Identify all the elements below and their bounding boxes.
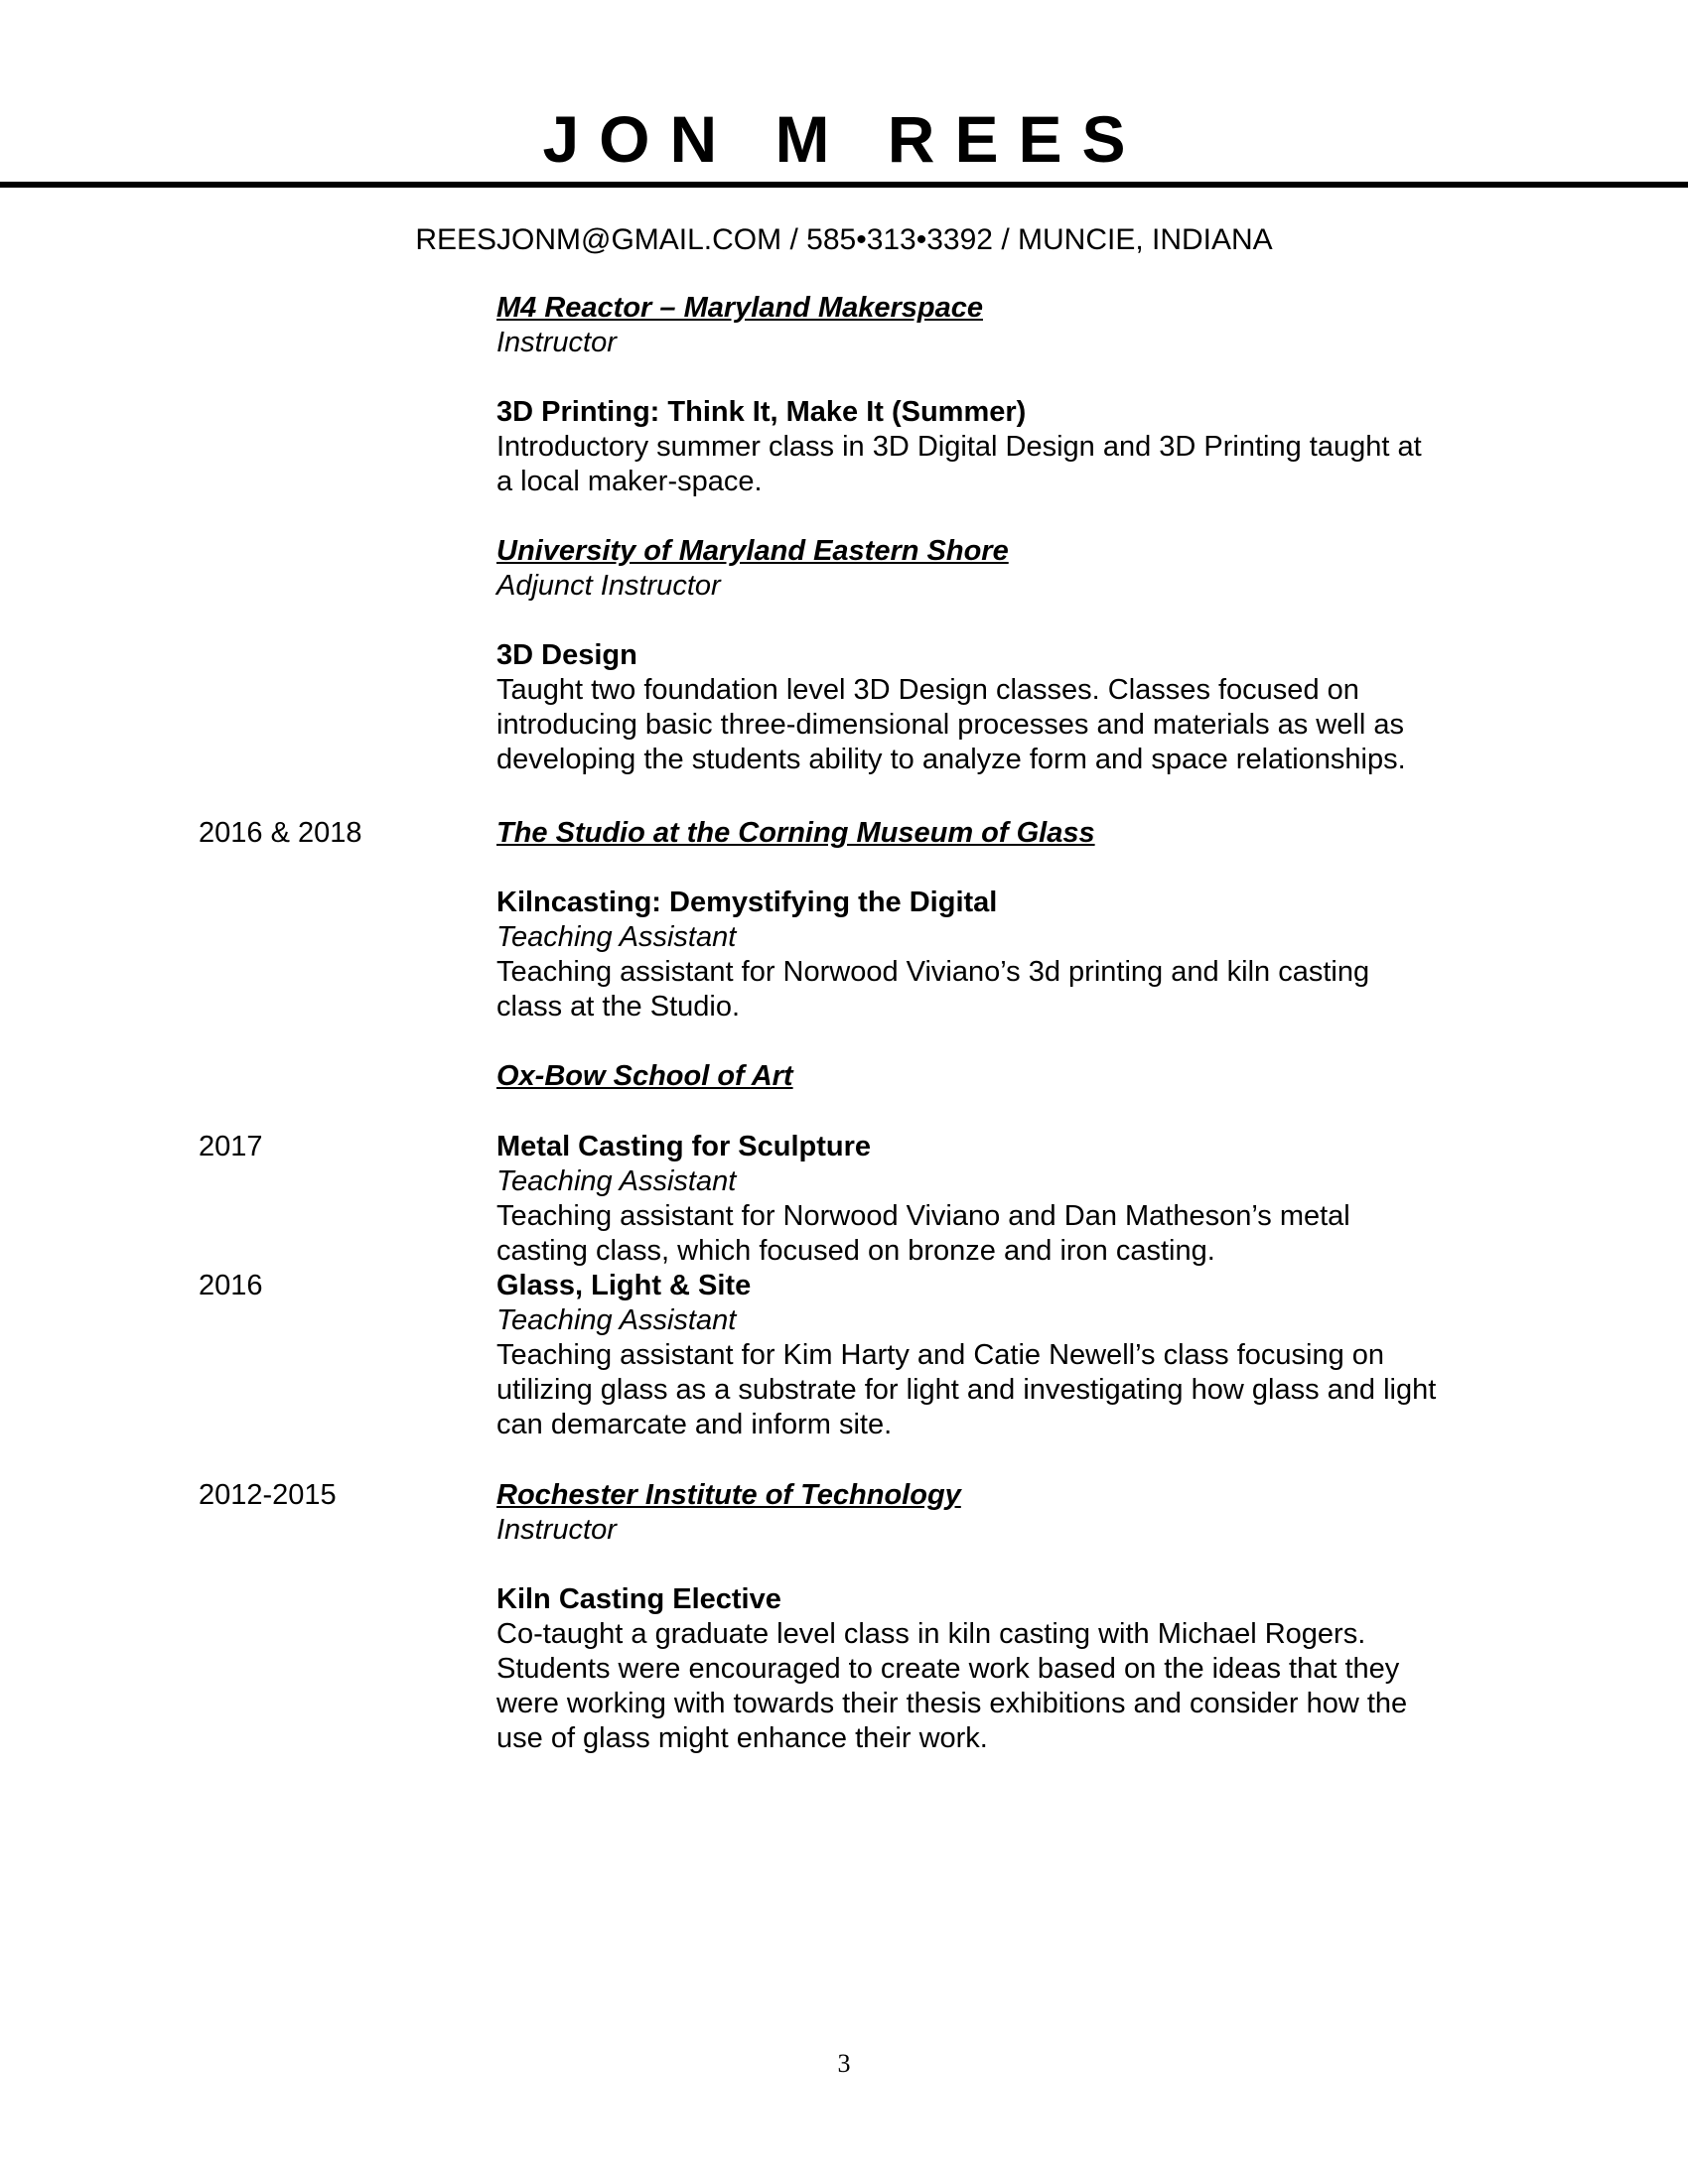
entry-year: 2016 & 2018 bbox=[199, 817, 362, 849]
entry-year: 2017 bbox=[199, 1131, 263, 1162]
organization-name: Rochester Institute of Technology bbox=[496, 1479, 961, 1511]
course-title: Kiln Casting Elective bbox=[496, 1583, 781, 1615]
course-description-line: Teaching assistant for Kim Harty and Catie Newell’s class focusing on bbox=[496, 1339, 1385, 1371]
course-description-line: Students were encouraged to create work based on the ideas that they bbox=[496, 1653, 1400, 1685]
organization-name: M4 Reactor – Maryland Makerspace bbox=[496, 292, 983, 324]
entry-rit bbox=[496, 1478, 1549, 1756]
course-title: 3D Printing: Think It, Make It (Summer) bbox=[496, 396, 1027, 428]
course-description-line: Taught two foundation level 3D Design classes. Classes focused on bbox=[496, 674, 1359, 706]
course-description-line: Introductory summer class in 3D Digital Design and 3D Printing taught at bbox=[496, 431, 1422, 463]
spacer bbox=[496, 360, 1549, 395]
contact-info: REESJONM@GMAIL.COM / 585•313•3392 / MUNCIE, INDIANA bbox=[415, 223, 1273, 256]
position-role: Instructor bbox=[496, 1514, 617, 1546]
entry-oxbow-glass-light-site bbox=[496, 1269, 1549, 1442]
course-title: Metal Casting for Sculpture bbox=[496, 1131, 872, 1162]
position-role: Instructor bbox=[496, 327, 617, 358]
resume-name: JON M REES bbox=[542, 102, 1146, 176]
entry-oxbow bbox=[496, 1059, 1549, 1094]
course-description-line: Teaching assistant for Norwood Viviano and Dan Matheson’s metal bbox=[496, 1200, 1350, 1232]
course-description-line: utilizing glass as a substrate for light and investigating how glass and light bbox=[496, 1374, 1437, 1406]
entry-m4-reactor bbox=[496, 291, 1549, 499]
position-role: Teaching Assistant bbox=[496, 1165, 737, 1197]
course-title: Glass, Light & Site bbox=[496, 1270, 752, 1301]
organization-name: Ox-Bow School of Art bbox=[496, 1060, 793, 1092]
spacer bbox=[496, 1548, 1549, 1582]
course-description-line: introducing basic three-dimensional processes and materials as well as bbox=[496, 709, 1404, 741]
course-description-line: Teaching assistant for Norwood Viviano’s 3d printing and kiln casting bbox=[496, 956, 1370, 988]
course-description-line: casting class, which focused on bronze and iron casting. bbox=[496, 1235, 1215, 1267]
organization-name: The Studio at the Corning Museum of Glass bbox=[496, 817, 1095, 849]
course-title: 3D Design bbox=[496, 639, 637, 671]
course-description-line: use of glass might enhance their work. bbox=[496, 1722, 988, 1754]
position-role: Adjunct Instructor bbox=[496, 570, 721, 602]
entry-corning bbox=[496, 816, 1549, 1024]
spacer bbox=[496, 604, 1549, 638]
organization-name: University of Maryland Eastern Shore bbox=[496, 535, 1009, 567]
entry-oxbow-metal-casting bbox=[496, 1130, 1549, 1269]
header-divider bbox=[0, 182, 1688, 188]
course-title: Kilncasting: Demystifying the Digital bbox=[496, 887, 998, 918]
spacer bbox=[496, 851, 1549, 886]
course-description-line: developing the students ability to analyze form and space relationships. bbox=[496, 744, 1406, 775]
course-description-line: can demarcate and inform site. bbox=[496, 1409, 893, 1440]
entry-year: 2012-2015 bbox=[199, 1479, 337, 1511]
position-role: Teaching Assistant bbox=[496, 1304, 737, 1336]
course-description-line: were working with towards their thesis exhibitions and consider how the bbox=[496, 1688, 1408, 1719]
position-role: Teaching Assistant bbox=[496, 921, 737, 953]
course-description-line: class at the Studio. bbox=[496, 991, 741, 1023]
course-description-line: a local maker-space. bbox=[496, 466, 763, 497]
page-number: 3 bbox=[837, 2049, 851, 2078]
entry-umes bbox=[496, 534, 1549, 777]
entry-year: 2016 bbox=[199, 1270, 263, 1301]
course-description-line: Co-taught a graduate level class in kiln casting with Michael Rogers. bbox=[496, 1618, 1366, 1650]
